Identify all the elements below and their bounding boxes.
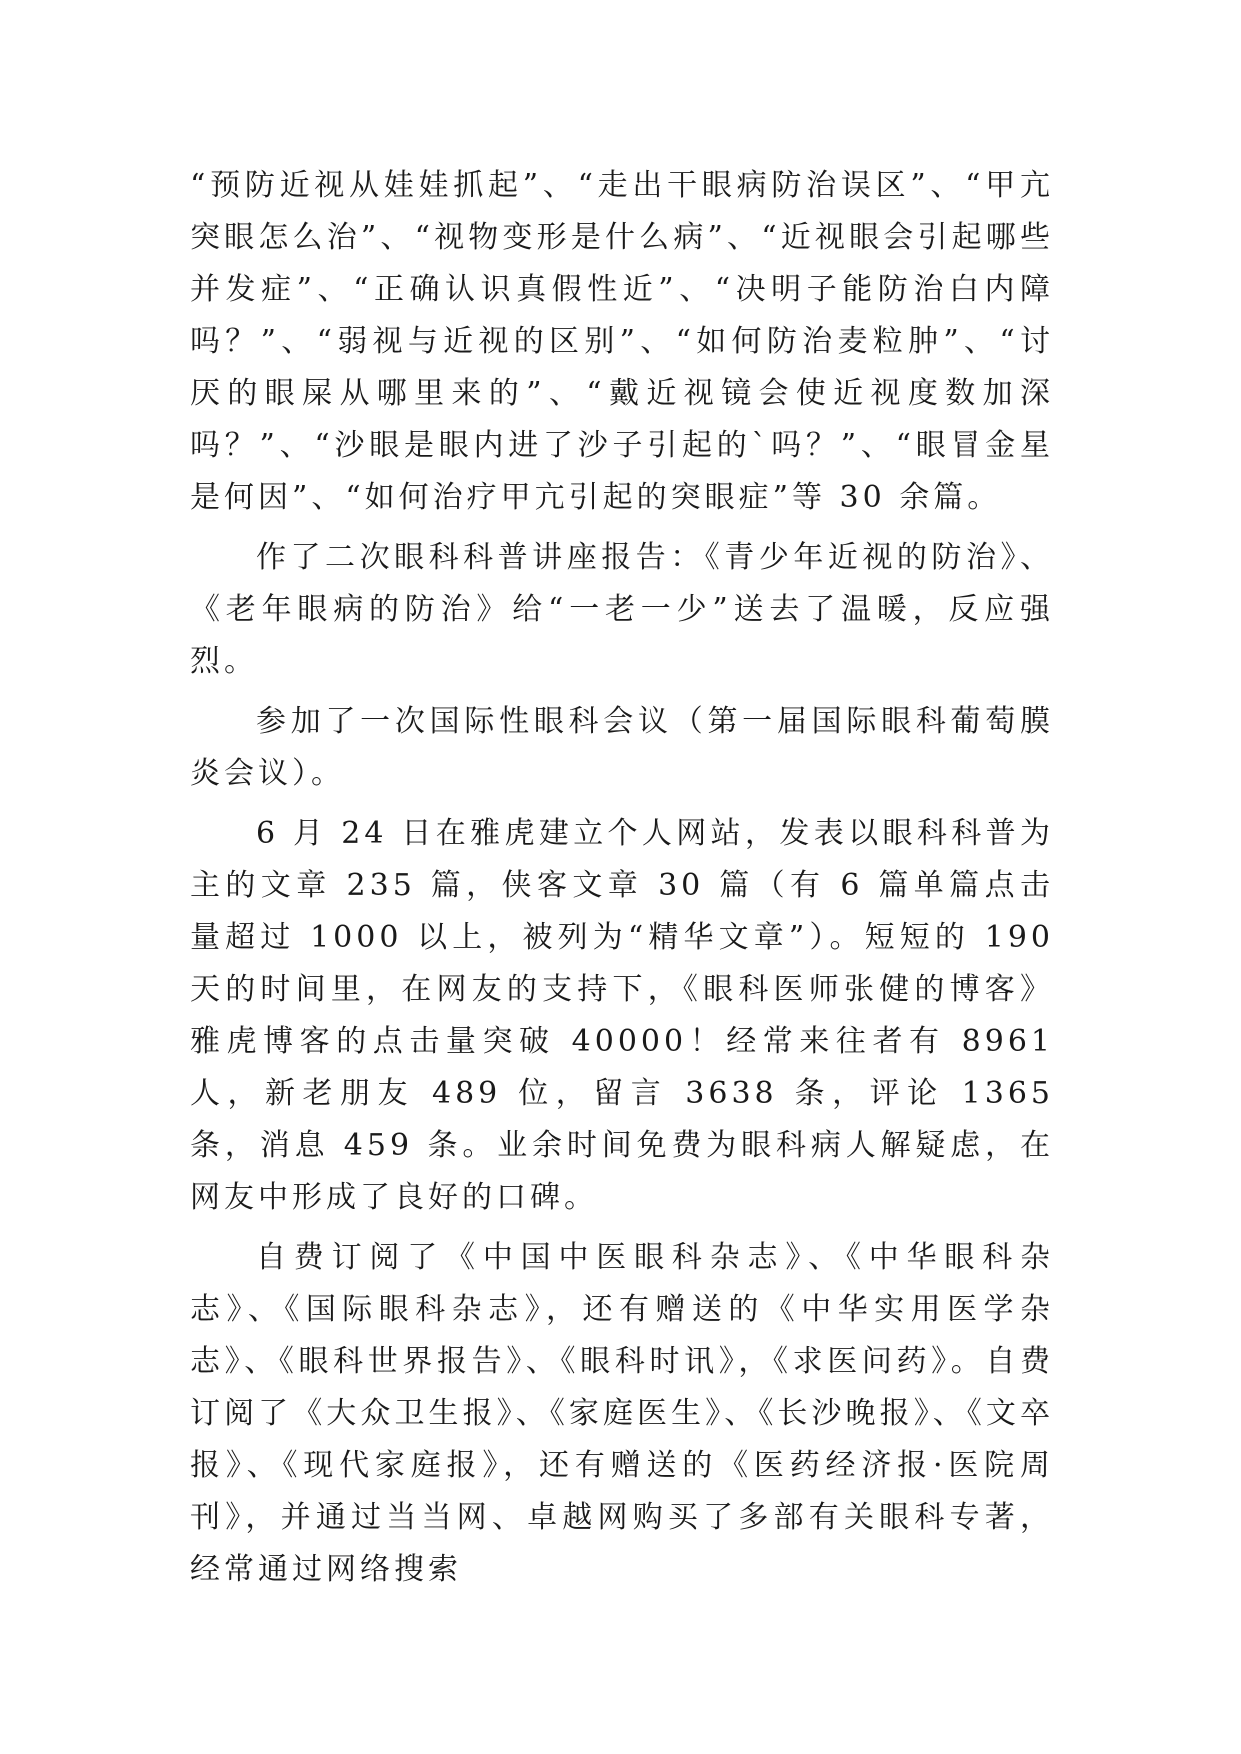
paragraph-subscriptions: 自费订阅了《中国中医眼科杂志》、《中华眼科杂志》、《国际眼科杂志》，还有赠送的《中华实用医学杂志》、《眼科世界报告》、《眼科时讯》，《求医问药》。自费订阅了《大众卫生报》、《家庭医生》、《长沙晚报》、《文卒报》、《现代家庭报》，还有赠送的《医药经济报·医院周刊》，并通过当当网、卓越网购买了多部有关眼科专著，经常通过网络搜索: [190, 1240, 1054, 1587]
paragraph-website: 6 月 24 日在雅虎建立个人网站，发表以眼科科普为主的文章 235 篇，侠客文章 30 篇（有 6 篇单篇点击量超过 1000 以上，被列为“精华文章”）。短短的 190 天的时间里，在网友的支持下，《眼科医师张健的博客》雅虎博客的点击量突破 40000！经常来往者有 8961 人，新老朋友 489 位，留言 3638 条，评论 1365 条，消息 459 条。业余时间免费为眼科病人解疑虑，在网友中形成了良好的口碑。: [190, 816, 1054, 1215]
paragraph-article-list: “预防近视从娃娃抓起”、“走出干眼病防治误区”、“甲亢突眼怎么治”、“视物变形是什么病”、“近视眼会引起哪些并发症”、“正确认识真假性近”、“决明子能防治白内障吗？”、“弱视与近视的区别”、“如何防治麦粒肿”、“讨厌的眼屎从哪里来的”、“戴近视镜会使近视度数加深吗？”、“沙眼是眼内进了沙子引起的`吗？”、“眼冒金星是何因”、“如何治疗甲亢引起的突眼症”等 30 余篇。: [190, 168, 1054, 515]
paragraph-lectures: 作了二次眼科科普讲座报告：《青少年近视的防治》、《老年眼病的防治》给“一老一少”送去了温暖，反应强烈。: [190, 540, 1054, 679]
paragraph-conference: 参加了一次国际性眼科会议（第一届国际眼科葡萄膜炎会议）。: [190, 704, 1054, 791]
document-body: [190, 160, 1054, 1604]
